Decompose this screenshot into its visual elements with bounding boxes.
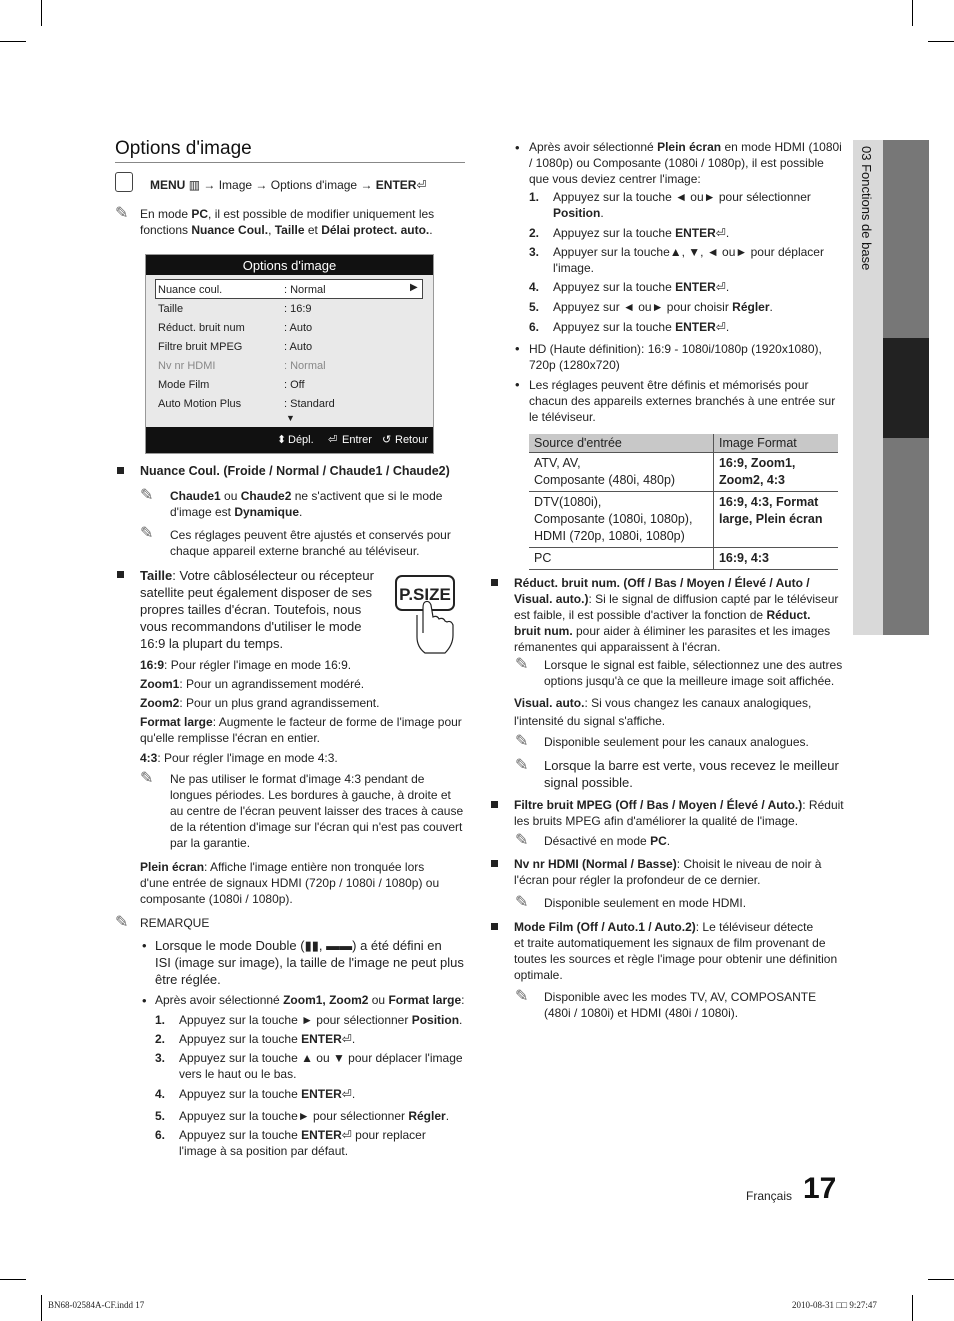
enter-icon: ⏎ xyxy=(341,1087,352,1101)
step: 5. Appuyez sur ◄ ou► pour choisir Régler. xyxy=(529,300,773,314)
nuance-note-2: Ces réglages peuvent être ajustés et conservés pour chaque appareil externe branché au téléviseur. xyxy=(170,528,451,558)
reduct-note-1: Lorsque le signal est faible, sélectionnez une des autres options jusqu'à ce que la meilleure image soit affichée. xyxy=(544,658,843,688)
osd-row-label: Filtre bruit MPEG xyxy=(158,341,243,353)
step: 6. Appuyez sur la touche ENTER⏎. xyxy=(529,320,730,334)
osd-return: Retour xyxy=(395,434,429,446)
crop-mark xyxy=(0,41,26,42)
table-row xyxy=(529,492,838,548)
enter-icon: ⏎ xyxy=(341,1128,352,1142)
crop-mark xyxy=(41,0,42,26)
bullet-dot: • xyxy=(142,938,147,953)
menu-grid-icon: ▥ xyxy=(188,178,201,192)
osd-row-value: : Off xyxy=(284,379,305,391)
taille-options: 16:9: Pour régler l'image en mode 16:9. Zoom1: Pour un agrandissement modéré. Zoom2: Pour un plus grand agrandissement. xyxy=(140,658,380,710)
reduct-text: Réduct. bruit num. (Off / Bas / Moyen / Élevé / Auto / Visual. auto.): Si le signal de diffusion capté par le téléviseur est faible, il est possible d'activer la fonction de Réduct. bruit num. pour aider à éliminer les parasites et les images rémanentes qui apparaissent à l'écran. xyxy=(514,576,839,654)
title-rule xyxy=(115,162,465,163)
osd-row-value: : Auto xyxy=(284,341,313,353)
osd-menu xyxy=(145,254,434,454)
step: 1. Appuyez sur la touche ◄ ou► pour sélectionner Position. xyxy=(529,190,811,220)
table-cell: ATV, AV, Composante (480i, 480p) xyxy=(529,453,713,492)
step: 1. Appuyez sur la touche ► pour sélectionner Position. xyxy=(155,1013,463,1027)
plein-ecran: Plein écran: Affiche l'image entière non tronquée lors d'une entrée de signaux HDMI (720p / 1080i / 1080p) ou composante (1080i / 1080p). xyxy=(140,860,440,906)
bullet-dot: • xyxy=(142,993,147,1008)
crop-mark xyxy=(912,0,913,26)
osd-row-label: Auto Motion Plus xyxy=(158,398,242,410)
enter-icon: ⏎ xyxy=(715,320,726,334)
hdmi-text: Nv nr HDMI (Normal / Basse): Choisit le niveau de noir à l'écran pour régler la profondeur de ce dernier. xyxy=(514,857,822,887)
step: 3. Appuyer sur la touche▲, ▼, ◄ ou► pour déplacer l'image. xyxy=(529,245,824,275)
taille-format-large: Format large: Augmente le facteur de forme de l'image pour qu'elle remplisse l'écran en entier. xyxy=(140,715,462,745)
osd-row-value: : Normal xyxy=(284,284,326,296)
note-icon: ✎ xyxy=(515,988,529,1005)
bullet-square xyxy=(117,571,124,578)
osd-row-value: : 16:9 xyxy=(284,303,312,315)
updown-icon: ⬍ xyxy=(277,434,287,446)
bullet-square xyxy=(491,860,498,867)
enter-icon: ⏎ xyxy=(715,226,726,240)
reduct-note-2: Disponible seulement pour les canaux analogues. xyxy=(544,735,809,749)
remarque-bullet-2: Après avoir sélectionné Zoom1, Zoom2 ou Format large: xyxy=(155,993,465,1007)
note-icon: ✎ xyxy=(140,487,154,504)
table-cell: 16:9, Zoom1, Zoom2, 4:3 xyxy=(713,453,838,492)
crop-mark xyxy=(912,1295,913,1321)
hdmi-note: Disponible seulement en mode HDMI. xyxy=(544,896,747,910)
film-text: Mode Film (Off / Auto.1 / Auto.2): Le téléviseur détecte et traite automatiquement les signaux de film provenant de toutes les sources et règle l'image pour obtenir une définition optimale. xyxy=(514,920,838,982)
hd-note: HD (Haute définition): 16:9 - 1080i/1080p (1920x1080), 720p (1280x720) xyxy=(529,342,822,372)
remarque-bullet-1: Lorsque le mode Double (▮▮, ▬▬) a été défini en ISI (image sur image), la taille de l'image ne peut plus être réglée. xyxy=(155,938,464,987)
visual-auto: Visual. auto.: Si vous changez les canaux analogiques, l'intensité du signal s'affiche. xyxy=(514,696,812,728)
chapter-label: 03 Fonctions de base xyxy=(859,146,874,271)
step: 3. Appuyez sur la touche ▲ ou ▼ pour déplacer l'image vers le haut ou le bas. xyxy=(155,1051,463,1081)
print-date: 2010-08-31 □□ 9:27:47 xyxy=(792,1300,877,1310)
crop-mark xyxy=(0,1279,26,1280)
osd-enter: Entrer xyxy=(342,434,372,446)
remarque-steps xyxy=(155,1012,463,1159)
table-header xyxy=(529,434,838,453)
note-icon: ✎ xyxy=(140,770,154,787)
plein-ecran-note: Après avoir sélectionné Plein écran en mode HDMI (1080i / 1080p) ou Composante (1080i / 1080p), il est possible que vous deviez centrer l'image: xyxy=(529,140,842,186)
note-icon: ✎ xyxy=(515,832,529,849)
menu-icon xyxy=(115,172,133,192)
return-icon: ↺ xyxy=(382,434,392,446)
bullet-square xyxy=(491,801,498,808)
osd-row-label: Mode Film xyxy=(158,379,210,391)
bullet-square xyxy=(117,467,124,474)
taille-warning: Ne pas utiliser le format d'image 4:3 pendant de longues périodes. Les bordures à gauche, à droite et au centre de l'écran peuvent laisser des traces à cause de la rétention d'image sur l'écran qui n'est pas couvert par la garantie. xyxy=(170,772,464,850)
enter-icon: ⏎ xyxy=(715,280,726,294)
osd-row-value: : Normal xyxy=(284,360,326,372)
table-cell: DTV(1080i), Composante (1080i, 1080p), HDMI (720p, 1080i, 1080p) xyxy=(529,492,713,548)
pc-note: En mode PC, il est possible de modifier uniquement les fonctions Nuance Coul., Taille et Délai protect. auto.. xyxy=(140,207,435,237)
psize-button-icon xyxy=(395,575,457,657)
step: 4. Appuyez sur la touche ENTER⏎. xyxy=(529,280,730,294)
osd-move: Dépl. xyxy=(288,434,314,446)
step: 6. Appuyez sur la touche ENTER⏎ pour replacer l'image à sa position par défaut. xyxy=(155,1128,426,1158)
crop-mark xyxy=(928,1279,954,1280)
format-table xyxy=(529,434,838,570)
svg-text:P.SIZE: P.SIZE xyxy=(399,585,451,604)
taille-intro: Taille: Votre câblosélecteur ou récepteur satellite peut également disposer de ses propres tailles d'écran. Toutefois, nous vous recommandons d'utiliser le mode 16:9 la plupart du temps. xyxy=(140,568,374,651)
reglages-note: Les réglages peuvent être définis et mémorisés pour chacun des appareils externes branchés à une entrée sur le téléviseur. xyxy=(529,378,836,424)
osd-row-label: Nv nr HDMI xyxy=(158,360,216,372)
note-icon: ✎ xyxy=(115,914,129,931)
step: 2. Appuyez sur la touche ENTER⏎. xyxy=(155,1032,356,1046)
bullet-square xyxy=(491,579,498,586)
taille-43: 4:3: Pour régler l'image en mode 4:3. xyxy=(140,751,338,765)
bullet-dot: • xyxy=(515,140,520,155)
note-icon: ✎ xyxy=(115,205,129,222)
table-header-cell: Image Format xyxy=(713,434,838,453)
enter-icon: ⏎ xyxy=(416,178,427,192)
osd-row-label: Nuance coul. xyxy=(158,284,223,296)
enter-icon: ⏎ xyxy=(328,434,338,446)
osd-footer xyxy=(146,427,433,453)
film-note: Disponible avec les modes TV, AV, COMPOSANTE (480i / 1080i) et HDMI (480i / 1080i). xyxy=(544,990,817,1020)
table-header-cell: Source d'entrée xyxy=(529,434,713,453)
enter-icon: ⏎ xyxy=(341,1032,352,1046)
osd-header: Options d'image xyxy=(146,255,433,275)
table-cell: PC xyxy=(529,548,713,570)
osd-row-value: : Auto xyxy=(284,322,313,334)
page-number: 17 xyxy=(803,1172,837,1205)
note-icon: ✎ xyxy=(515,733,529,750)
chapter-tab-block xyxy=(883,140,929,338)
table-row xyxy=(529,548,838,570)
filtre-text: Filtre bruit MPEG (Off / Bas / Moyen / Élevé / Auto.): Réduit les bruits MPEG afin d'améliorer la qualité de l'image. xyxy=(514,798,844,828)
right-steps xyxy=(529,189,824,335)
crop-mark xyxy=(41,1295,42,1321)
remarque-label: REMARQUE xyxy=(140,916,210,930)
step: 5. Appuyez sur la touche► pour sélectionner Régler. xyxy=(155,1109,450,1123)
note-icon: ✎ xyxy=(515,894,529,911)
note-icon: ✎ xyxy=(140,525,154,542)
step: 2. Appuyez sur la touche ENTER⏎. xyxy=(529,226,730,240)
nuance-heading: Nuance Coul. (Froide / Normal / Chaude1 / Chaude2) xyxy=(140,464,450,478)
double-icon: ▬▬ xyxy=(326,938,353,953)
osd-down-arrow: ▼ xyxy=(286,413,295,423)
nuance-note-1: Chaude1 ou Chaude2 ne s'activent que si le mode d'image est Dynamique. xyxy=(170,489,443,519)
section-title: Options d'image xyxy=(115,138,252,159)
osd-row-value: : Standard xyxy=(284,398,335,410)
osd-row-label: Réduct. bruit num xyxy=(158,322,245,334)
osd-right-arrow: ▶ xyxy=(410,282,418,293)
chapter-tab-active xyxy=(883,338,929,438)
double-icon: ▮▮ xyxy=(304,938,319,953)
chapter-tab-block xyxy=(883,438,929,635)
step: 4. Appuyez sur la touche ENTER⏎. xyxy=(155,1087,356,1101)
bullet-dot: • xyxy=(515,377,520,392)
osd-row-label: Taille xyxy=(158,303,184,315)
filtre-note: Désactivé en mode PC. xyxy=(544,834,671,848)
menu-path: MENU ▥ → Image → Options d'image → ENTER⏎ xyxy=(150,178,427,192)
note-icon: ✎ xyxy=(515,757,529,774)
table-row xyxy=(529,453,838,492)
crop-mark xyxy=(928,41,954,42)
table-cell: 16:9, 4:3, Format large, Plein écran xyxy=(713,492,838,548)
note-icon: ✎ xyxy=(515,656,529,673)
table-cell: 16:9, 4:3 xyxy=(713,548,838,570)
bullet-square xyxy=(491,923,498,930)
bullet-dot: • xyxy=(515,341,520,356)
reduct-note-3: Lorsque la barre est verte, vous recevez le meilleur signal possible. xyxy=(544,758,839,790)
print-file: BN68-02584A-CF.indd 17 xyxy=(48,1300,145,1310)
language-label: Français xyxy=(746,1189,793,1203)
